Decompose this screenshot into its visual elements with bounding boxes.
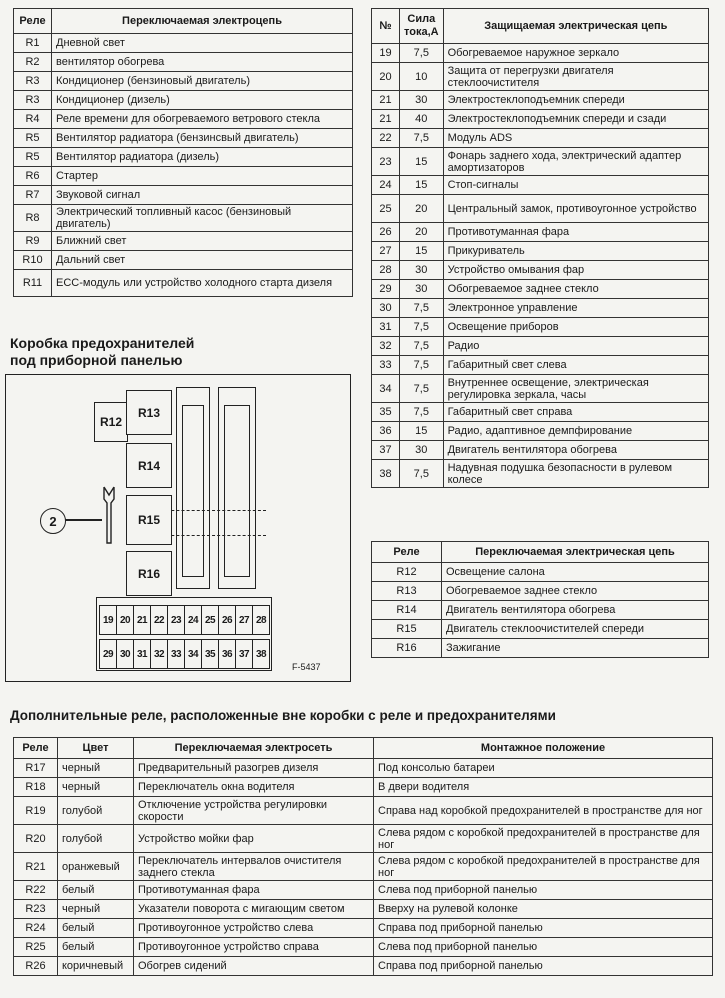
table-cell: R4 xyxy=(14,110,52,129)
table-row xyxy=(14,110,353,129)
table-cell: Освещение салона xyxy=(442,563,709,582)
table-cell: 7,5 xyxy=(400,356,444,375)
relay-r15: R15 xyxy=(126,495,172,545)
table-row xyxy=(372,460,709,488)
table-row xyxy=(14,129,353,148)
table-row xyxy=(14,957,713,976)
table-cell: Прикуриватель xyxy=(443,242,708,261)
table-cell: Указатели поворота с мигающим светом xyxy=(134,900,374,919)
table-header-row xyxy=(372,9,709,44)
table-cell: Двигатель вентилятора обогрева xyxy=(443,441,708,460)
table-cell: Устройство омывания фар xyxy=(443,261,708,280)
fuse-slot: 36 xyxy=(219,639,236,669)
table-cell: 36 xyxy=(372,422,400,441)
table-cell: Слева под приборной панелью xyxy=(374,881,713,900)
fuse-slot: 35 xyxy=(202,639,219,669)
table-cell: R1 xyxy=(14,34,52,53)
table-cell: 29 xyxy=(372,280,400,299)
table-cell: Защита от перегрузки двигателя стеклоочистителя xyxy=(443,63,708,91)
table-cell: Центральный замок, противоугонное устройство xyxy=(443,195,708,223)
table-row xyxy=(372,148,709,176)
table-cell: Надувная подушка безопасности в рулевом колесе xyxy=(443,460,708,488)
column-header: Сила тока,А xyxy=(400,9,444,44)
table-cell: Модуль ADS xyxy=(443,129,708,148)
table-cell: Справа над коробкой предохранителей в пространстве для ног xyxy=(374,797,713,825)
table-cell: Двигатель вентилятора обогрева xyxy=(442,601,709,620)
table-cell: R8 xyxy=(14,205,52,232)
table-cell: Переключатель интервалов очистителя заднего стекла xyxy=(134,853,374,881)
table-cell: Зажигание xyxy=(442,639,709,658)
table-cell: R22 xyxy=(14,881,58,900)
column-header: Переключаемая электрическая цепь xyxy=(442,542,709,563)
fusebox-heading xyxy=(10,335,340,369)
divider-line xyxy=(156,510,266,511)
table-cell: 7,5 xyxy=(400,299,444,318)
table-cell: 30 xyxy=(400,91,444,110)
callout-marker: 2 xyxy=(40,508,66,534)
table-row xyxy=(14,186,353,205)
column-header: Защищаемая электрическая цепь xyxy=(443,9,708,44)
table-row xyxy=(14,881,713,900)
callout-leader xyxy=(64,519,102,521)
table-cell: Фонарь заднего хода, электрический адаптер амортизаторов xyxy=(443,148,708,176)
table-row xyxy=(372,403,709,422)
table-cell: Под консолью батареи xyxy=(374,759,713,778)
fusebox-diagram xyxy=(5,374,351,682)
fuse-row-top xyxy=(99,605,270,635)
fusebox-heading-line: Коробка предохранителей xyxy=(10,335,195,351)
table-cell: Вентилятор радиатора (дизель) xyxy=(52,148,353,167)
relay-table-box xyxy=(371,541,709,658)
table-cell: 31 xyxy=(372,318,400,337)
fuse-table xyxy=(371,8,709,488)
table-cell: Обогреваемое наружное зеркало xyxy=(443,44,708,63)
table-row xyxy=(372,63,709,91)
fuse-slot: 22 xyxy=(151,605,168,635)
table-cell: 15 xyxy=(400,148,444,176)
table-cell: 15 xyxy=(400,422,444,441)
table-cell: Габаритный свет справа xyxy=(443,403,708,422)
table-cell: 26 xyxy=(372,223,400,242)
fuse-slot: 29 xyxy=(99,639,117,669)
table-cell: R23 xyxy=(14,900,58,919)
column-header: № xyxy=(372,9,400,44)
table-cell: Кондиционер (дизель) xyxy=(52,91,353,110)
table-cell: Радио xyxy=(443,337,708,356)
table-cell: 38 xyxy=(372,460,400,488)
table-cell: 7,5 xyxy=(400,460,444,488)
table-cell: 21 xyxy=(372,91,400,110)
table-cell: черный xyxy=(58,759,134,778)
table-cell: R12 xyxy=(372,563,442,582)
table-cell: 22 xyxy=(372,129,400,148)
table-cell: 7,5 xyxy=(400,337,444,356)
table-cell: Вентилятор радиатора (бензинсвый двигатель) xyxy=(52,129,353,148)
table-row xyxy=(14,72,353,91)
table-cell: белый xyxy=(58,919,134,938)
table-cell: Ближний свет xyxy=(52,232,353,251)
table-row xyxy=(14,148,353,167)
table-cell: 7,5 xyxy=(400,44,444,63)
figure-code: F-5437 xyxy=(292,662,321,672)
table-cell: Переключатель окна водителя xyxy=(134,778,374,797)
table-cell: Электронное управление xyxy=(443,299,708,318)
table-row xyxy=(14,270,353,297)
table-cell: 37 xyxy=(372,441,400,460)
table-row xyxy=(372,563,709,582)
table-cell: Отключение устройства регулировки скорости xyxy=(134,797,374,825)
table-cell: R20 xyxy=(14,825,58,853)
table-cell: 21 xyxy=(372,110,400,129)
table-cell: коричневый xyxy=(58,957,134,976)
fuse-slot: 26 xyxy=(219,605,236,635)
fuse-slot: 27 xyxy=(236,605,253,635)
column-header: Переключаемая электроцепь xyxy=(52,9,353,34)
table-cell: голубой xyxy=(58,797,134,825)
table-cell: R5 xyxy=(14,148,52,167)
table-cell: Дальний свет xyxy=(52,251,353,270)
fuse-slot: 25 xyxy=(202,605,219,635)
table-cell: Противоугонное устройство слева xyxy=(134,919,374,938)
table-cell: R7 xyxy=(14,186,52,205)
table-cell: 33 xyxy=(372,356,400,375)
table-row xyxy=(372,441,709,460)
table-cell: Кондиционер (бензиновый двигатель) xyxy=(52,72,353,91)
table-cell: Двигатель стеклоочистителей спереди xyxy=(442,620,709,639)
table-cell: черный xyxy=(58,778,134,797)
table-row xyxy=(372,44,709,63)
table-cell: 28 xyxy=(372,261,400,280)
column-header: Реле xyxy=(372,542,442,563)
column-header: Монтажное положение xyxy=(374,738,713,759)
table-cell: R17 xyxy=(14,759,58,778)
table-row xyxy=(14,900,713,919)
fuse-slot: 38 xyxy=(253,639,270,669)
table-cell: Электростеклоподъемник спереди и сзади xyxy=(443,110,708,129)
table-cell: Габаритный свет слева xyxy=(443,356,708,375)
table-cell: Электростеклоподъемник спереди xyxy=(443,91,708,110)
table-cell: R15 xyxy=(372,620,442,639)
table-cell: R25 xyxy=(14,938,58,957)
table-cell: 35 xyxy=(372,403,400,422)
table-cell: 7,5 xyxy=(400,129,444,148)
table-cell: 30 xyxy=(400,280,444,299)
table-cell: 32 xyxy=(372,337,400,356)
table-row xyxy=(14,34,353,53)
table-row xyxy=(14,53,353,72)
table-row xyxy=(14,759,713,778)
table-row xyxy=(372,620,709,639)
table-cell: вентилятор обогрева xyxy=(52,53,353,72)
table-row xyxy=(372,261,709,280)
fuse-slot: 23 xyxy=(168,605,185,635)
table-cell: 20 xyxy=(400,195,444,223)
table-cell: Обогреваемое заднее стекло xyxy=(442,582,709,601)
table-cell: R14 xyxy=(372,601,442,620)
table-cell: R26 xyxy=(14,957,58,976)
relay-r14: R14 xyxy=(126,443,172,488)
table-cell: белый xyxy=(58,938,134,957)
table-cell: Справа под приборной панелью xyxy=(374,957,713,976)
table-row xyxy=(14,919,713,938)
table-cell: Стартер xyxy=(52,167,353,186)
table-cell: 15 xyxy=(400,242,444,261)
table-cell: 40 xyxy=(400,110,444,129)
relay-r12: R12 xyxy=(94,402,128,442)
table-cell: 20 xyxy=(400,223,444,242)
table-cell: R6 xyxy=(14,167,52,186)
fuse-slot: 28 xyxy=(253,605,270,635)
table-cell: ECC-модуль или устройство холодного старта дизеля xyxy=(52,270,353,297)
table-cell: Слева рядом с коробкой предохранителей в пространстве для ног xyxy=(374,853,713,881)
table-cell: R3 xyxy=(14,91,52,110)
table-row xyxy=(372,639,709,658)
table-row xyxy=(372,195,709,223)
table-row xyxy=(14,825,713,853)
table-cell: 25 xyxy=(372,195,400,223)
table-cell: 15 xyxy=(400,176,444,195)
table-cell: R13 xyxy=(372,582,442,601)
fuse-slot: 33 xyxy=(168,639,185,669)
table-cell: Слева рядом с коробкой предохранителей в пространстве для ног xyxy=(374,825,713,853)
table-row xyxy=(14,91,353,110)
table-cell: Противотуманная фара xyxy=(443,223,708,242)
table-cell: R9 xyxy=(14,232,52,251)
table-cell: R24 xyxy=(14,919,58,938)
table-row xyxy=(14,938,713,957)
table-cell: R21 xyxy=(14,853,58,881)
divider-line xyxy=(156,535,266,536)
table-header-row xyxy=(372,542,709,563)
relay-r13: R13 xyxy=(126,390,172,435)
table-row xyxy=(372,280,709,299)
table-row xyxy=(372,318,709,337)
table-row xyxy=(372,601,709,620)
fuse-slot: 37 xyxy=(236,639,253,669)
relay-slot-inner xyxy=(182,405,204,577)
table-header-row xyxy=(14,9,353,34)
table-cell: R11 xyxy=(14,270,52,297)
fuse-slot: 32 xyxy=(151,639,168,669)
column-header: Реле xyxy=(14,9,52,34)
fuse-slot: 19 xyxy=(99,605,117,635)
table-cell: Электрический топливный касос (бензиновый двигатель) xyxy=(52,205,353,232)
table-cell: Дневной свет xyxy=(52,34,353,53)
table-cell: Предварительный разогрев дизеля xyxy=(134,759,374,778)
column-header: Цвет xyxy=(58,738,134,759)
table-cell: R2 xyxy=(14,53,52,72)
relay-table-main xyxy=(13,8,353,297)
table-cell: Вверху на рулевой колонке xyxy=(374,900,713,919)
table-cell: Звуковой сигнал xyxy=(52,186,353,205)
table-row xyxy=(372,129,709,148)
table-row xyxy=(372,299,709,318)
table-cell: Устройство мойки фар xyxy=(134,825,374,853)
table-cell: белый xyxy=(58,881,134,900)
table-cell: 7,5 xyxy=(400,375,444,403)
table-body xyxy=(14,759,713,976)
table-row xyxy=(372,375,709,403)
table-cell: Слева под приборной панелью xyxy=(374,938,713,957)
table-cell: Обогрев сидений xyxy=(134,957,374,976)
table-row xyxy=(372,356,709,375)
table-cell: R10 xyxy=(14,251,52,270)
table-row xyxy=(14,232,353,251)
table-row xyxy=(372,91,709,110)
table-cell: R5 xyxy=(14,129,52,148)
table-cell: 19 xyxy=(372,44,400,63)
table-header-row xyxy=(14,738,713,759)
table-row xyxy=(372,582,709,601)
table-body xyxy=(372,563,709,658)
table-cell: 20 xyxy=(372,63,400,91)
table-cell: Стоп-сигналы xyxy=(443,176,708,195)
table-row xyxy=(372,223,709,242)
table-body xyxy=(372,44,709,488)
table-cell: В двери водителя xyxy=(374,778,713,797)
table-cell: R19 xyxy=(14,797,58,825)
table-cell: 24 xyxy=(372,176,400,195)
table-cell: 23 xyxy=(372,148,400,176)
fuse-slot: 31 xyxy=(134,639,151,669)
table-row xyxy=(14,167,353,186)
table-cell: 30 xyxy=(372,299,400,318)
table-cell: 30 xyxy=(400,261,444,280)
fuse-slot: 20 xyxy=(117,605,134,635)
table-cell: 27 xyxy=(372,242,400,261)
extra-relays-table xyxy=(13,737,713,976)
table-cell: 7,5 xyxy=(400,403,444,422)
fuse-puller-icon xyxy=(102,485,116,547)
table-row xyxy=(372,422,709,441)
table-cell: черный xyxy=(58,900,134,919)
fuse-slot: 21 xyxy=(134,605,151,635)
table-row xyxy=(372,242,709,261)
table-cell: Справа под приборной панелью xyxy=(374,919,713,938)
table-cell: R18 xyxy=(14,778,58,797)
table-cell: Обогреваемое заднее стекло xyxy=(443,280,708,299)
table-cell: 7,5 xyxy=(400,318,444,337)
fuse-slot: 24 xyxy=(185,605,202,635)
table-row xyxy=(372,337,709,356)
table-cell: R16 xyxy=(372,639,442,658)
table-cell: Освещение приборов xyxy=(443,318,708,337)
table-cell: 10 xyxy=(400,63,444,91)
relay-r16: R16 xyxy=(126,551,172,596)
column-header: Переключаемая электросеть xyxy=(134,738,374,759)
table-cell: Радио, адаптивное демпфирование xyxy=(443,422,708,441)
table-cell: Противоугонное устройство справа xyxy=(134,938,374,957)
table-cell: голубой xyxy=(58,825,134,853)
table-row xyxy=(14,797,713,825)
fusebox-heading-line: под приборной панелью xyxy=(10,352,183,368)
table-cell: Противотуманная фара xyxy=(134,881,374,900)
table-cell: 34 xyxy=(372,375,400,403)
table-row xyxy=(14,778,713,797)
table-row xyxy=(372,176,709,195)
table-cell: Реле времени для обогреваемого ветрового стекла xyxy=(52,110,353,129)
column-header: Реле xyxy=(14,738,58,759)
fuse-slot: 34 xyxy=(185,639,202,669)
extra-relays-heading: Дополнительные реле, расположенные вне коробки с реле и предохранителями xyxy=(10,708,556,723)
table-row xyxy=(372,110,709,129)
table-cell: Внутреннее освещение, электрическая регулировка зеркала, часы xyxy=(443,375,708,403)
table-row xyxy=(14,251,353,270)
table-cell: оранжевый xyxy=(58,853,134,881)
table-row xyxy=(14,205,353,232)
relay-slot-inner xyxy=(224,405,250,577)
table-body xyxy=(14,34,353,297)
fuse-row-bottom xyxy=(99,639,270,669)
table-cell: R3 xyxy=(14,72,52,91)
fuse-slot: 30 xyxy=(117,639,134,669)
table-cell: 30 xyxy=(400,441,444,460)
table-row xyxy=(14,853,713,881)
